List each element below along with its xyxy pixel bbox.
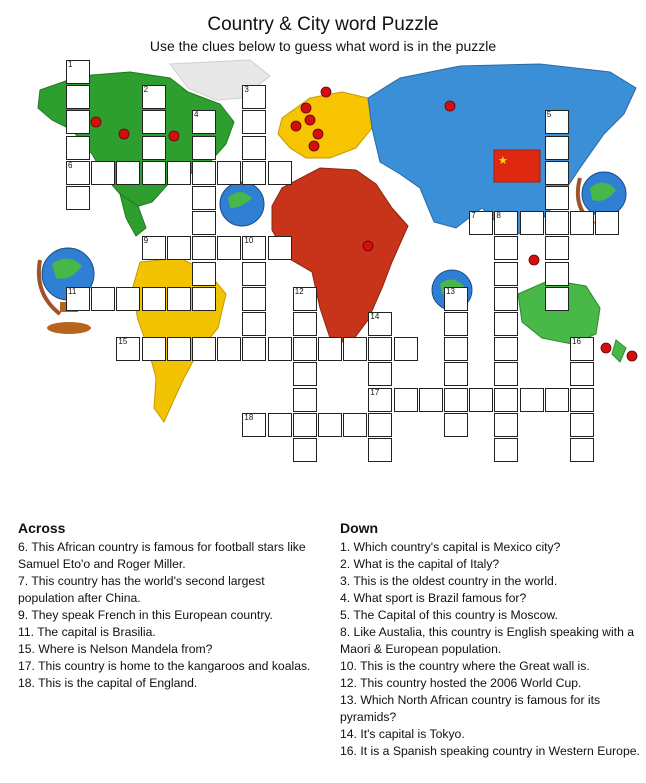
crossword-cell[interactable]	[368, 362, 392, 386]
crossword-cell[interactable]	[268, 337, 292, 361]
crossword-cell[interactable]	[570, 413, 594, 437]
crossword-cell[interactable]	[167, 287, 191, 311]
clue-number: 12	[294, 286, 304, 296]
down-clue: 10. This is the country where the Great wall is.	[340, 659, 590, 673]
clue-number: 10	[244, 236, 254, 246]
clue-number: 2	[143, 85, 149, 95]
crossword-cell[interactable]	[570, 438, 594, 462]
page-subtitle: Use the clues below to guess what word is in the puzzle	[149, 38, 497, 54]
crossword-cell[interactable]	[343, 337, 367, 361]
china-flag-star: ★	[498, 154, 508, 167]
clue-number: 18	[244, 412, 254, 422]
crossword-cell[interactable]	[116, 161, 140, 185]
crossword-cell[interactable]	[293, 337, 317, 361]
clue-number: 7	[471, 211, 476, 221]
crossword-cell[interactable]	[66, 136, 90, 160]
crossword-cell[interactable]	[268, 413, 292, 437]
crossword-cell[interactable]	[520, 211, 544, 235]
crossword-cell[interactable]	[419, 388, 443, 412]
crossword-cell[interactable]	[217, 161, 241, 185]
crossword-cell[interactable]	[192, 161, 216, 185]
crossword-cell[interactable]	[545, 287, 569, 311]
crossword-cell[interactable]	[242, 110, 266, 134]
clue-number: 11	[68, 286, 77, 296]
clue-number: 13	[446, 286, 455, 296]
across-clue: 11. The capital is Brasilia.	[18, 625, 156, 639]
crossword-cell[interactable]	[293, 362, 317, 386]
crossword-cell[interactable]	[242, 161, 266, 185]
clue-number: 16	[572, 337, 581, 347]
crossword-cell[interactable]	[494, 312, 518, 336]
crossword-cell[interactable]	[520, 388, 544, 412]
crossword-cell[interactable]	[293, 438, 317, 462]
down-clue: 2. What is the capital of Italy?	[340, 557, 500, 571]
crossword-cell[interactable]	[494, 287, 518, 311]
crossword-cell[interactable]	[545, 161, 569, 185]
crossword-cell[interactable]	[494, 438, 518, 462]
across-clue: 17. This country is home to the kangaroos and koalas.	[18, 659, 311, 673]
clue-number: 4	[194, 110, 199, 120]
crossword-cell[interactable]	[494, 337, 518, 361]
crossword-cell[interactable]	[66, 110, 90, 134]
crossword-cell[interactable]	[142, 287, 166, 311]
crossword-cell[interactable]	[91, 287, 115, 311]
clue-number: 1	[68, 60, 73, 69]
crossword-cell[interactable]	[91, 161, 115, 185]
crossword-cell[interactable]	[545, 262, 569, 286]
crossword-cell[interactable]	[192, 287, 216, 311]
crossword-cell[interactable]	[545, 136, 569, 160]
clue-number: 15	[118, 337, 128, 347]
clue-number: 14	[370, 312, 380, 321]
across-heading: Across	[18, 520, 66, 536]
crossword-cell[interactable]	[242, 337, 266, 361]
crossword-cell[interactable]	[293, 312, 317, 336]
crossword-cell[interactable]	[545, 211, 569, 235]
across-clue: 18. This is the capital of England.	[18, 676, 198, 690]
crossword-cell[interactable]	[192, 337, 216, 361]
crossword-cell[interactable]	[444, 413, 468, 437]
crossword-cell[interactable]	[242, 287, 266, 311]
crossword-cell[interactable]	[66, 186, 90, 210]
crossword-cell[interactable]	[343, 413, 367, 437]
crossword-cell[interactable]	[142, 110, 166, 134]
crossword-cell[interactable]	[167, 161, 191, 185]
crossword-cell[interactable]	[368, 438, 392, 462]
crossword-cell[interactable]	[192, 236, 216, 260]
crossword-cell[interactable]	[368, 413, 392, 437]
clue-number: 5	[546, 110, 552, 120]
crossword-cell[interactable]	[192, 211, 216, 235]
crossword-cell[interactable]	[444, 388, 468, 412]
crossword-cell[interactable]	[192, 262, 216, 286]
clue-number: 8	[496, 211, 501, 221]
across-clue: 15. Where is Nelson Mandela from?	[18, 642, 213, 656]
crossword-cell[interactable]	[494, 413, 518, 437]
across-clues	[18, 520, 318, 692]
down-clue: 3. This is the oldest country in the world.	[340, 574, 558, 588]
down-clue: 5. The Capital of this country is Moscow.	[340, 608, 558, 622]
crossword-cell[interactable]	[494, 236, 518, 260]
across-clue: 9. They speak French in this European country.	[18, 608, 273, 622]
crossword-cell[interactable]	[570, 362, 594, 386]
crossword-cell[interactable]	[318, 337, 342, 361]
crossword-cell[interactable]	[444, 362, 468, 386]
crossword-cell[interactable]	[142, 136, 166, 160]
crossword-cell[interactable]	[167, 337, 191, 361]
crossword-cell[interactable]	[494, 388, 518, 412]
down-clue: 13. Which North African country is famous for its pyramids?	[340, 693, 601, 724]
crossword-cell[interactable]	[595, 211, 619, 235]
crossword-cell[interactable]	[242, 136, 266, 160]
crossword-cell[interactable]	[469, 388, 493, 412]
down-clue: 4. What sport is Brazil famous for?	[340, 591, 527, 605]
crossword-cell[interactable]	[268, 236, 292, 260]
crossword-cell[interactable]	[394, 388, 418, 412]
down-heading: Down	[340, 520, 379, 536]
crossword-cell[interactable]	[444, 312, 468, 336]
crossword-cell[interactable]	[116, 287, 140, 311]
down-clues	[340, 520, 640, 760]
crossword-cell[interactable]	[192, 136, 216, 160]
across-clue: 6. This African country is famous for football stars like Samuel Eto'o and Roger Miller.	[18, 540, 306, 571]
crossword-cell[interactable]	[268, 161, 292, 185]
down-clue: 12. This country hosted the 2006 World Cup.	[340, 676, 582, 690]
crossword-cell[interactable]	[444, 337, 468, 361]
crossword-cell[interactable]	[570, 211, 594, 235]
across-clue: 7. This country has the world's second largest population after China.	[18, 574, 265, 605]
crossword-cell[interactable]	[142, 161, 166, 185]
crossword-cell[interactable]	[494, 362, 518, 386]
down-clue: 16. It is a Spanish speaking country in Western Europe.	[340, 744, 640, 758]
down-clue: 14. It's capital is Tokyo.	[340, 727, 465, 741]
crossword-cell[interactable]	[217, 236, 241, 260]
down-clue: 1. Which country's capital is Mexico city?	[340, 540, 561, 554]
crossword-cell[interactable]	[545, 388, 569, 412]
crossword-cell[interactable]	[570, 388, 594, 412]
down-clue: 8. Like Austalia, this country is English speaking with a Maori & European population.	[340, 625, 635, 656]
crossword-cell[interactable]	[242, 312, 266, 336]
crossword-cell[interactable]	[394, 337, 418, 361]
crossword-cell[interactable]	[368, 337, 392, 361]
clue-number: 17	[370, 387, 380, 397]
clue-number: 6	[68, 160, 73, 170]
crossword-cell[interactable]	[494, 262, 518, 286]
page-title: Country & City word Puzzle	[207, 14, 439, 35]
clue-number: 9	[143, 236, 149, 246]
crossword-cell[interactable]	[242, 262, 266, 286]
crossword-cell[interactable]	[192, 186, 216, 210]
crossword-cell[interactable]	[293, 413, 317, 437]
crossword-cell[interactable]	[66, 85, 90, 109]
crossword-cell[interactable]	[167, 236, 191, 260]
crossword-cell[interactable]	[293, 388, 317, 412]
crossword-cell[interactable]	[142, 337, 166, 361]
crossword-cell[interactable]	[217, 337, 241, 361]
clue-number: 3	[244, 85, 249, 95]
crossword-cell[interactable]	[318, 413, 342, 437]
crossword-cell[interactable]	[545, 236, 569, 260]
crossword-cell[interactable]	[545, 186, 569, 210]
